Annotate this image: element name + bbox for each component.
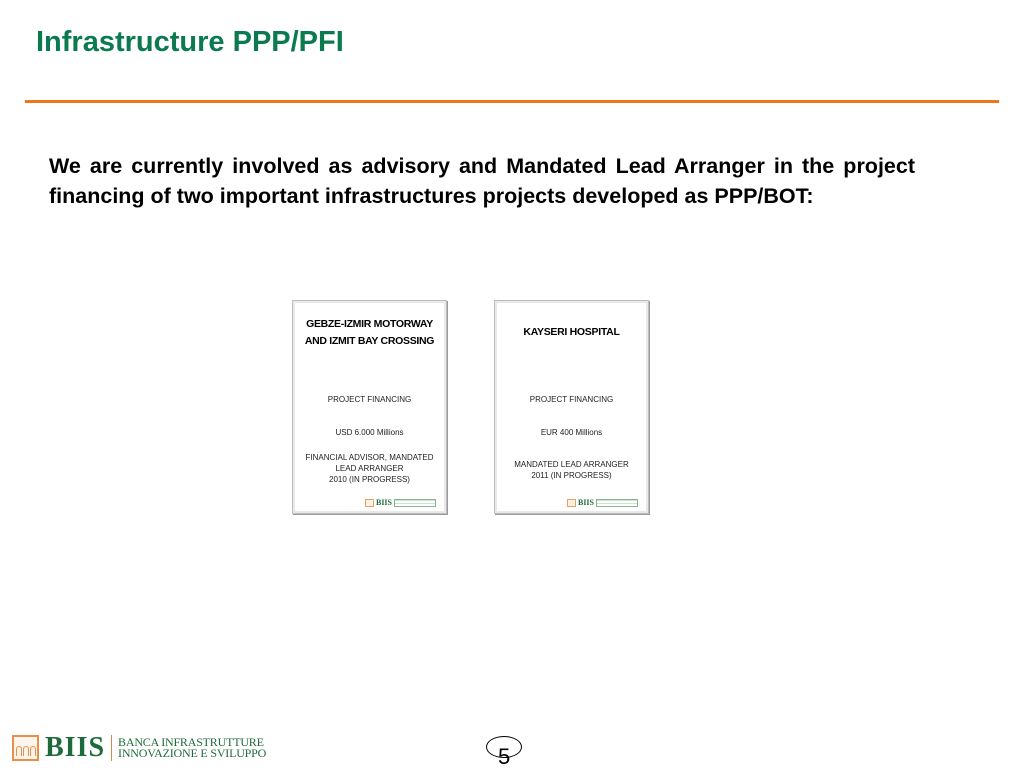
card-title-line: AND IZMIT BAY CROSSING <box>304 335 435 347</box>
project-card-kayseri-hospital <box>494 300 649 514</box>
biis-arches-icon <box>12 735 39 761</box>
biis-mark-icon <box>365 499 374 507</box>
card-role <box>497 459 646 481</box>
card-amount: EUR 400 Millions <box>540 428 603 437</box>
title-divider <box>25 100 999 103</box>
intro-paragraph: We are currently involved as advisory and Mandated Lead Arranger in the project financing of two important infrastructures projects developed as PPP/BOT: <box>49 154 915 208</box>
biis-mark-icon <box>567 499 576 507</box>
card-role-line: MANDATED LEAD ARRANGER <box>514 460 629 469</box>
card-biis-logo <box>365 498 436 507</box>
card-type: PROJECT FINANCING <box>327 395 412 404</box>
card-amount: USD 6.000 Millions <box>335 428 404 437</box>
card-type: PROJECT FINANCING <box>529 395 614 404</box>
footer-biis-logo <box>12 734 266 762</box>
card-title-line: GEBZE-IZMIR MOTORWAY <box>306 318 433 330</box>
card-role-line: LEAD ARRANGER <box>335 464 404 473</box>
slide-title: Infrastructure PPP/PFI <box>36 26 344 58</box>
page-number-text: 5 <box>498 744 511 768</box>
page-number <box>486 736 522 768</box>
card-title <box>293 316 446 350</box>
bank-name-line: BANCA INFRASTRUTTURE <box>118 735 264 749</box>
project-card-gebze-izmir <box>292 300 447 514</box>
card-role-line: FINANCIAL ADVISOR, MANDATED <box>305 453 434 462</box>
card-title: KAYSERI HOSPITAL <box>523 326 620 338</box>
logo-separator <box>111 735 112 761</box>
card-biis-logo <box>567 498 638 507</box>
bank-name-line: INNOVAZIONE E SVILUPPO <box>118 746 267 760</box>
bank-name-mini <box>596 499 638 507</box>
card-role-line: 2011 (IN PROGRESS) <box>531 471 612 480</box>
biis-wordmark: BIIS <box>375 498 392 507</box>
bank-name-mini <box>394 499 436 507</box>
biis-wordmark: BIIS <box>45 732 106 763</box>
card-role <box>295 452 444 485</box>
bank-name <box>118 737 266 759</box>
card-role-line: 2010 (IN PROGRESS) <box>329 475 410 484</box>
biis-wordmark: BIIS <box>577 498 594 507</box>
